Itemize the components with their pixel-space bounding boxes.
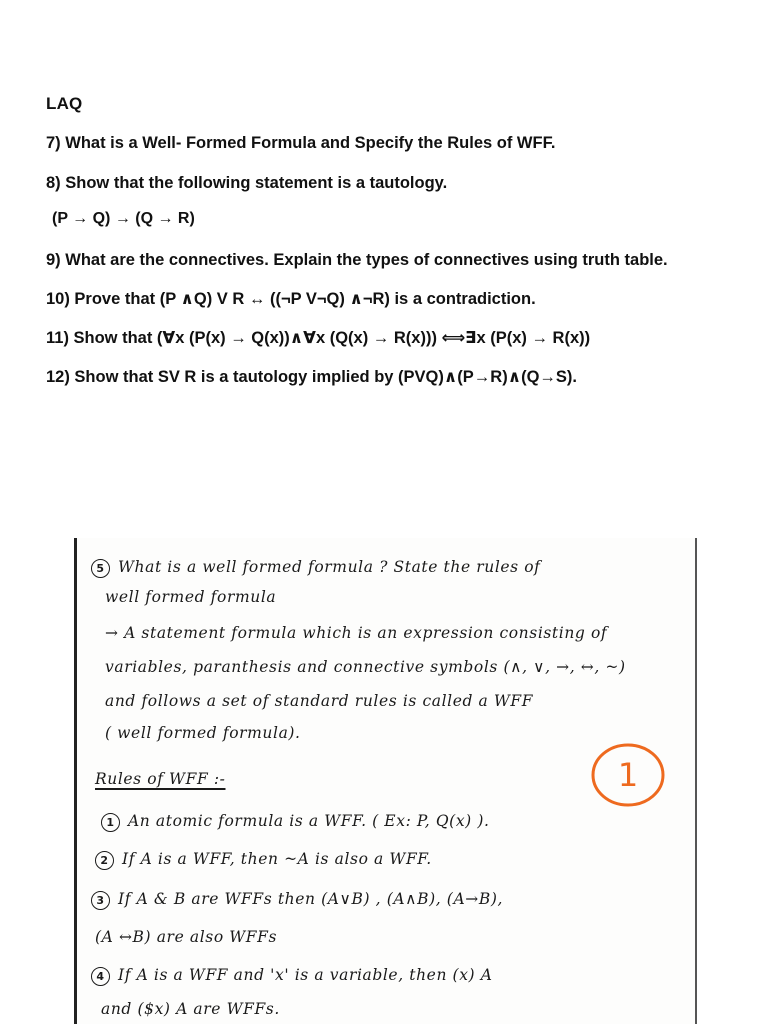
section-heading: LAQ xyxy=(46,94,83,113)
question-7: 7) What is a Well- Formed Formula and Specify the Rules of WFF. xyxy=(46,134,556,152)
hw-rule-3: 3 If A & B are WFFs then (A∨B) , (A∧B), (A→B), xyxy=(91,890,503,910)
hw-rule-1: 1 An atomic formula is a WFF. ( Ex: P, Q(x) ). xyxy=(101,812,490,832)
question-8: 8) Show that the following statement is a tautology. xyxy=(46,174,448,192)
hw-rule-4-continued: and ($x) A are WFFs. xyxy=(101,1000,280,1018)
hw-answer-line2: variables, paranthesis and connective symbols (∧, ∨, →, ↔, ~) xyxy=(105,658,626,676)
rule-number-circle: 2 xyxy=(95,851,114,870)
question-number-circle: 5 xyxy=(91,559,110,578)
question-11: 11) Show that (∀x (P(x) → Q(x))∧∀x (Q(x) → R(x))) ⟺∃x (P(x) → R(x)) xyxy=(46,329,591,347)
hw-answer-line4: ( well formed formula). xyxy=(105,724,301,742)
grading-mark xyxy=(587,740,669,810)
typed-question-list xyxy=(0,0,768,420)
question-12: 12) Show that SV R is a tautology implied by (PVQ)∧(P→R)∧(Q→S). xyxy=(46,368,578,386)
grading-mark-score: 1 xyxy=(617,756,639,794)
hw-rule-3-continued: (A ↔B) are also WFFs xyxy=(95,928,278,946)
handwritten-notes-page xyxy=(74,538,697,1024)
hw-question-line1: 5 What is a well formed formula ? State the rules of xyxy=(91,558,541,578)
question-8-formula: (P → Q) → (Q → R) xyxy=(52,210,195,227)
question-9: 9) What are the connectives. Explain the types of connectives using truth table. xyxy=(46,251,668,269)
hw-rule-2: 2 If A is a WFF, then ~A is also a WFF. xyxy=(95,850,432,870)
hw-rules-heading: Rules of WFF :- xyxy=(95,770,226,788)
rule-number-circle: 4 xyxy=(91,967,110,986)
hw-question-line2: well formed formula xyxy=(105,588,277,606)
hw-answer-line1: → A statement formula which is an expression consisting of xyxy=(105,624,608,642)
hw-answer-line3: and follows a set of standard rules is called a WFF xyxy=(105,692,534,710)
hw-rule-4: 4 If A is a WFF and 'x' is a variable, then (x) A xyxy=(91,966,493,986)
rule-number-circle: 1 xyxy=(101,813,120,832)
rule-number-circle: 3 xyxy=(91,891,110,910)
question-10: 10) Prove that (P ∧Q) V R ↔ ((¬P V¬Q) ∧¬R) is a contradiction. xyxy=(46,290,536,308)
